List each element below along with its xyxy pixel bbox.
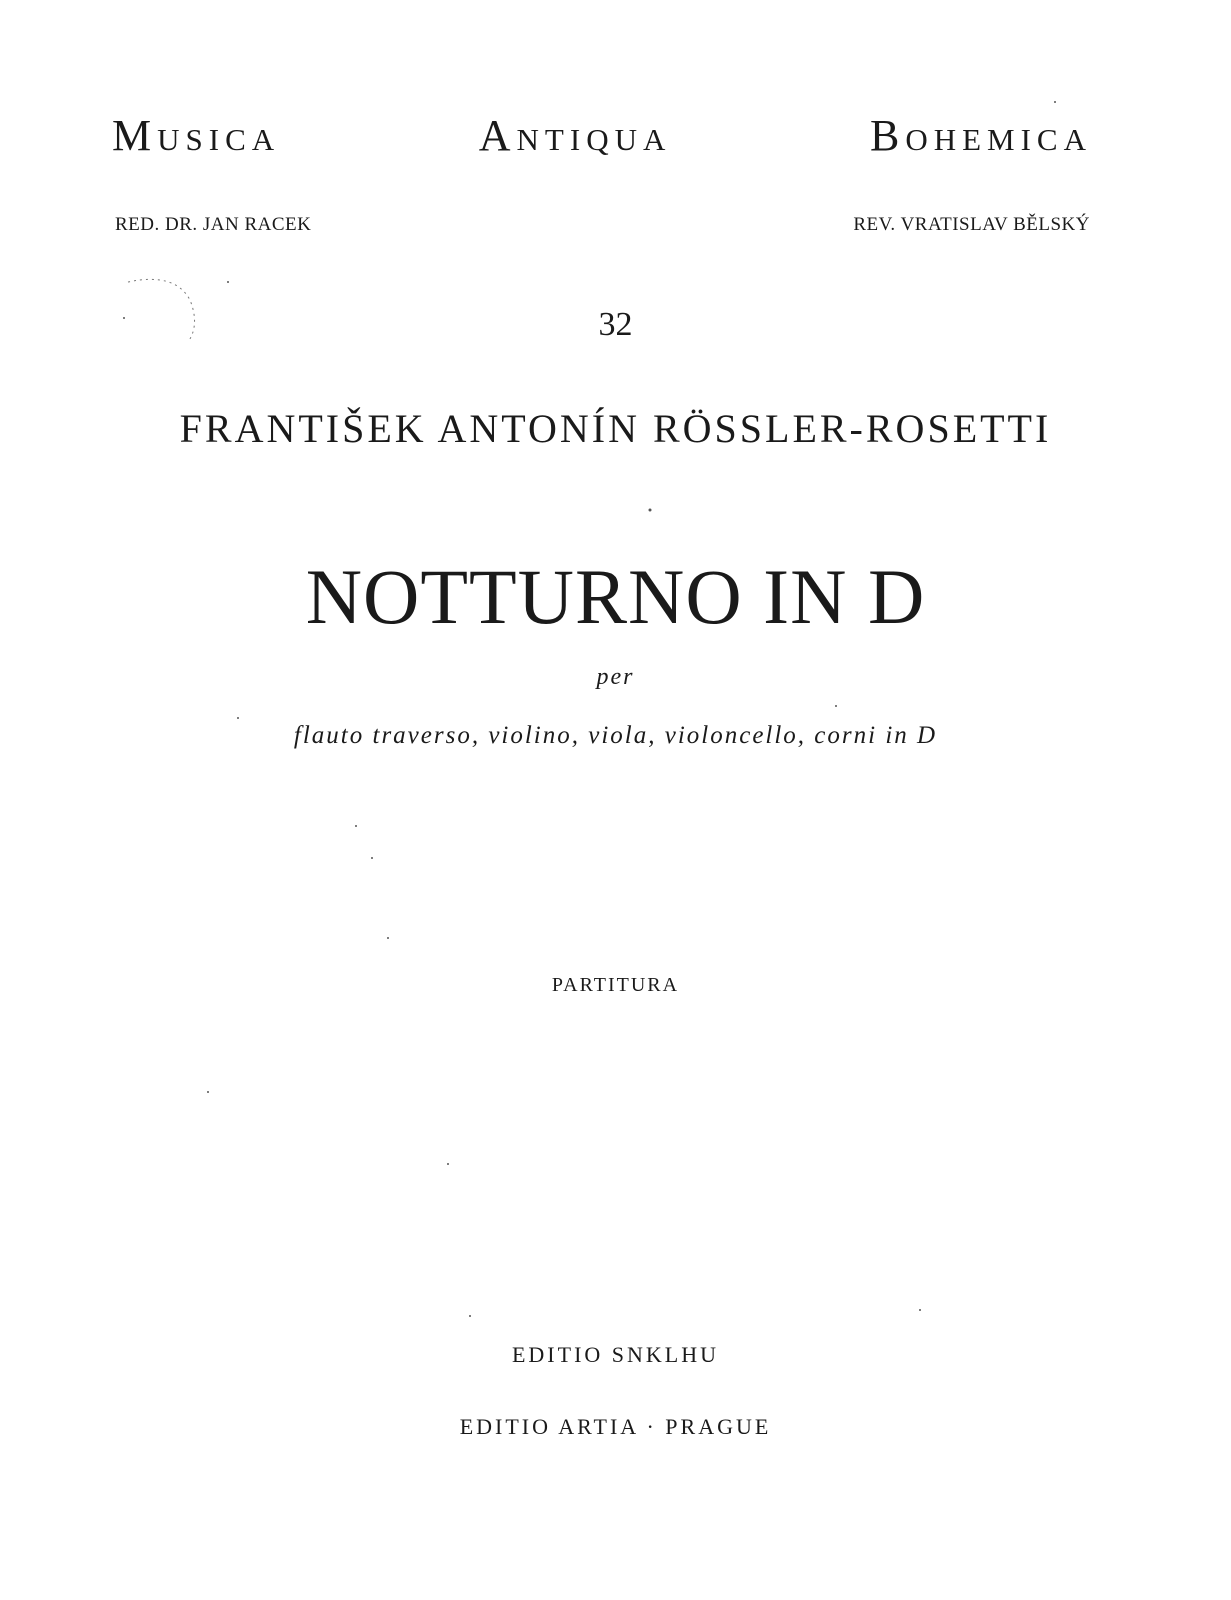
series-word-1: Musica [112, 111, 281, 160]
editors-line [115, 214, 1090, 236]
composer-name: FRANTIŠEK ANTONÍN RÖSSLER-ROSETTI [179, 406, 1052, 451]
work-title: NOTTURNO IN D [305, 553, 926, 640]
series-word-3: Bohemica [869, 111, 1092, 160]
editor-credit: RED. DR. JAN RACEK [115, 214, 312, 235]
volume-number: 32 [598, 306, 633, 343]
publisher-line-2: EDITIO ARTIA · PRAGUE [459, 1414, 772, 1439]
reviser-credit: REV. VRATISLAV BĚLSKÝ [853, 214, 1090, 235]
publisher-line-1: EDITIO SNKLHU [511, 1342, 720, 1367]
per-text: per [596, 664, 635, 690]
series-title [112, 110, 1092, 162]
instrumentation: flauto traverso, violino, viola, violoncello, corni in D [293, 722, 938, 749]
score-label: PARTITURA [551, 974, 680, 996]
series-word-2: Antiqua [478, 111, 672, 160]
